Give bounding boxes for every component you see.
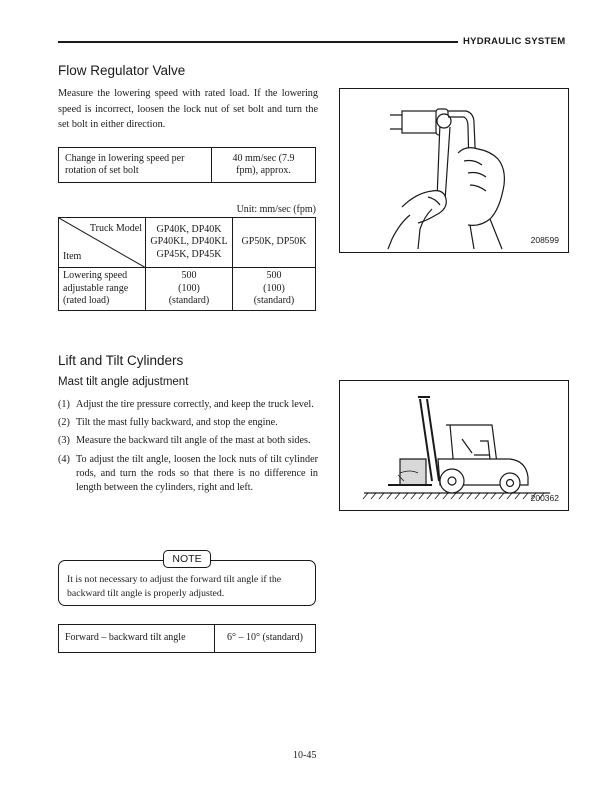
tilt-angle-value: 6° – 10° (standard) (215, 625, 316, 653)
value-line: (100) (178, 282, 200, 294)
step-text: To adjust the tilt angle, loosen the lock nuts of tilt cylinder rods, and turn the rods so that there is no difference in length between the cylinders, right and left. (76, 453, 318, 494)
step-number: (4) (58, 453, 70, 465)
model-column-1 (146, 218, 233, 268)
header-rule (58, 41, 458, 43)
step-text: Measure the backward tilt angle of the mast at both sides. (76, 435, 311, 447)
table-corner-cell (59, 218, 146, 268)
value-cell-2 (233, 268, 316, 311)
step-number: (2) (58, 417, 70, 429)
step-number: (3) (58, 435, 70, 447)
row-label-line: adjustable range (63, 282, 129, 294)
row-label-line: Lowering speed (63, 270, 128, 281)
note-tag: NOTE (163, 550, 211, 568)
tilt-angle-table (58, 624, 316, 653)
list-item (58, 453, 318, 496)
value-line: 500 (181, 270, 197, 281)
lowering-speed-change-table (58, 147, 316, 183)
value-cell-1 (146, 268, 233, 311)
list-item (58, 398, 318, 412)
value-line: (standard) (253, 295, 295, 306)
tilt-angle-label: Forward – backward tilt angle (59, 625, 215, 653)
unit-note: Unit: mm/sec (fpm) (236, 204, 316, 215)
model-line: GP45K, DP45K (156, 248, 222, 260)
value-line: 500 (266, 270, 282, 281)
figure-label-208599: 208599 (530, 235, 559, 245)
adjustment-steps (58, 398, 318, 499)
row-label-cell (59, 268, 146, 311)
corner-item: Item (63, 250, 82, 262)
model-line: GP40K, DP40K (156, 223, 222, 235)
model-line: GP40KL, DP40KL (150, 236, 228, 248)
figure-wrench-adjustment (339, 88, 569, 253)
forklift-illustration (340, 381, 568, 510)
mast-tilt-subheading: Mast tilt angle adjustment (58, 376, 189, 388)
page-number: 10-45 (293, 750, 317, 761)
step-number: (1) (58, 399, 70, 410)
list-item (58, 434, 318, 448)
lowering-speed-change-label: Change in lowering speed per rotation of set bolt (59, 148, 212, 183)
value-line: (100) (263, 282, 285, 294)
list-item (58, 416, 318, 430)
lowering-speed-range-table (58, 217, 316, 311)
figure-forklift-tilt (339, 380, 569, 511)
lift-tilt-heading: Lift and Tilt Cylinders (58, 353, 184, 368)
figure-label-200362: 200362 (530, 493, 559, 503)
corner-truck-model: Truck Model (89, 223, 142, 234)
wrench-hands-illustration (340, 89, 568, 252)
section-header: HYDRAULIC SYSTEM (463, 36, 566, 47)
value-line: (standard) (168, 295, 210, 306)
model-column-2: GP50K, DP50K (233, 218, 316, 268)
step-text: Tilt the mast fully backward, and stop the engine. (76, 417, 278, 429)
flow-regulator-heading: Flow Regulator Valve (58, 63, 186, 78)
row-label-line: (rated load) (63, 295, 110, 306)
lowering-speed-change-value: 40 mm/sec (7.9 fpm), approx. (212, 148, 316, 183)
flow-regulator-paragraph: Measure the lowering speed with rated load. If the lowering speed is incorrect, loosen the lock nut of set bolt and turn the set bolt in either direction. (58, 88, 318, 130)
step-text: Adjust the tire pressure correctly, and keep the truck level. (76, 399, 314, 410)
note-text: It is not necessary to adjust the forward tilt angle if the backward tilt angle is properly adjusted. (67, 574, 282, 599)
